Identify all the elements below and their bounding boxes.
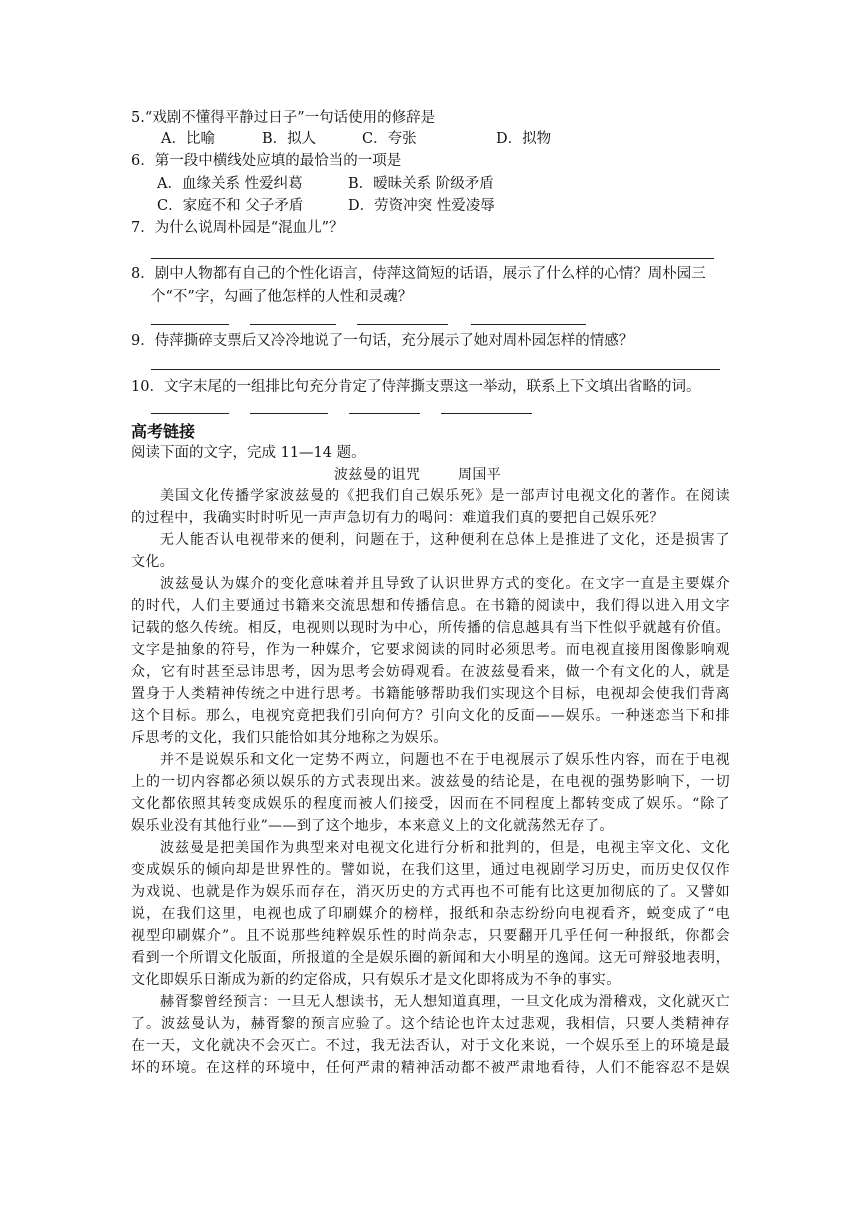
passage-line: 了。波兹曼认为，赫胥黎的预言应验了。这个结论也许太过悲观，我相信，只要人类精神存 — [131, 1016, 731, 1032]
passage-line: 娱乐业没有其他行业”——到了这个地步，本来意义上的文化就荡然无存了。 — [131, 818, 614, 834]
passage-line: 的时代，人们主要通过书籍来交流思想和传播信息。在书籍的阅读中，我们得以进入用文字 — [131, 598, 731, 614]
passage-title: 波兹曼的诅咒 — [334, 467, 421, 483]
passage-line: 赫胥黎曾经预言：一旦无人想读书，无人想知道真理，一旦文化成为滑稽戏，文化就灭亡 — [160, 994, 731, 1010]
passage-line: 斥思考的文化，我们只能恰如其分地称之为娱乐。 — [131, 730, 448, 746]
passage-line: 说，在我们这里，电视也成了印刷媒介的榜样，报纸和杂志纷纷向电视看齐，蜕变成了“电 — [131, 906, 731, 922]
passage-line: 变成娱乐的倾向却是世界性的。譬如说，在我们这里，通过电视剧学习历史，而历史仅仅作 — [131, 862, 731, 878]
question-8-line-2: 个“不”字，勾画了他怎样的人性和灵魂？ — [151, 289, 413, 305]
question-10-answer-blank-4[interactable] — [441, 413, 532, 414]
question-9-answer-line[interactable] — [151, 369, 720, 370]
passage-line: 在一天，文化就决不会灭亡。不过，我无法否认，对于文化来说，一个娱乐至上的环境是最 — [131, 1038, 731, 1054]
passage-line: 文化。 — [131, 554, 175, 570]
section-heading: 高考链接 — [131, 422, 196, 441]
passage-line: 为戏说、也就是作为娱乐而存在，消灭历史的方式再也不可能有比这更加彻底的了。又譬如 — [131, 884, 731, 900]
question-8-answer-blank-2[interactable] — [250, 324, 336, 325]
passage-line: 这个目标。那么，电视究竟把我们引向何方？引向文化的反面——娱乐。一种迷恋当下和排 — [131, 708, 731, 724]
question-5-option-a: A．比喻 — [161, 131, 215, 147]
question-8-answer-blank-4[interactable] — [471, 324, 586, 325]
passage-line: 文字是抽象的符号，作为一种媒介，它要求阅读的同时必须思考。而电视直接用图像影响观 — [131, 642, 731, 658]
question-5-option-d: D．拟物 — [496, 131, 552, 147]
question-5-option-b: B．拟人 — [262, 131, 317, 147]
question-10-answer-blank-1[interactable] — [151, 413, 229, 414]
question-10-answer-blank-3[interactable] — [349, 413, 420, 414]
passage-line: 视型印刷媒介”。且不说那些纯粹娱乐性的时尚杂志，只要翻开几乎任何一种报纸，你都会 — [131, 928, 731, 944]
question-6-stem: 6．第一段中横线处应填的最恰当的一项是 — [131, 153, 402, 169]
passage-line: 波兹曼是把美国作为典型来对电视文化进行分析和批判的，但是，电视主宰文化、文化 — [160, 840, 731, 856]
passage-line: 无人能否认电视带来的便利，问题在于，这种便利在总体上是推进了文化，还是损害了 — [160, 532, 731, 548]
passage-line: 波兹曼认为媒介的变化意味着并且导致了认识世界方式的变化。在文字一直是主要媒介 — [160, 576, 731, 592]
question-8-line-1: 8．剧中人物都有自己的个性化语言，侍萍这简短的话语，展示了什么样的心情？周朴园三 — [131, 266, 706, 282]
passage-line: 记载的悠久传统。相反，电视则以现时为中心，所传播的信息越具有当下性似乎就越有价值。 — [131, 620, 731, 636]
question-9-stem: 9．侍萍撕碎支票后又冷冷地说了一句话，充分展示了她对周朴园怎样的情感？ — [131, 333, 634, 349]
question-10-answer-blank-2[interactable] — [250, 413, 328, 414]
passage-line: 众，它有时甚至忌讳思考，因为思考会妨碍观看。在波兹曼看来，做一个有文化的人，就是 — [131, 664, 731, 680]
passage-line: 坏的环境。在这样的环境中，任何严肃的精神活动都不被严肃地看待，人们不能容忍不是娱 — [131, 1060, 731, 1076]
question-5-stem: 5.“戏剧不懂得平静过日子”一句话使用的修辞是 — [131, 110, 436, 126]
question-6-option-b: B．暧昧关系 阶级矛盾 — [348, 176, 494, 192]
question-8-answer-blank-1[interactable] — [151, 324, 229, 325]
passage-line: 文化即娱乐日渐成为新的约定俗成，只有娱乐才是文化即将成为不争的事实。 — [131, 972, 621, 988]
passage-author: 周国平 — [458, 467, 502, 483]
question-6-option-c: C．家庭不和 父子矛盾 — [157, 198, 304, 214]
question-6-option-d: D．劳资冲突 性爱凌辱 — [348, 198, 495, 214]
passage-line: 文化都依照其转变成娱乐的程度而被人们接受，因而在不同程度上都转变成了娱乐。“除了 — [131, 796, 731, 812]
question-10-stem: 10．文字末尾的一组排比句充分肯定了侍萍撕支票这一举动，联系上下文填出省略的词。 — [131, 379, 701, 395]
passage-line: 并不是说娱乐和文化一定势不两立，问题也不在于电视展示了娱乐性内容，而在于电视 — [160, 752, 731, 768]
passage-line: 美国文化传播学家波兹曼的《把我们自己娱乐死》是一部声讨电视文化的著作。在阅读 — [160, 488, 731, 504]
section-instruction: 阅读下面的文字，完成 11—14 题。 — [131, 445, 366, 461]
passage-line: 的过程中，我确实时时听见一声声急切有力的喝问：难道我们真的要把自己娱乐死？ — [131, 510, 664, 526]
question-7-stem: 7．为什么说周朴园是“混血儿”？ — [131, 220, 344, 236]
question-5-option-c: C．夸张 — [362, 131, 417, 147]
question-7-answer-line[interactable] — [151, 258, 714, 259]
passage-line: 置身于人类精神传统之中进行思考。书籍能够帮助我们实现这个目标，电视却会使我们背离 — [131, 686, 731, 702]
passage-line: 看到一个所谓文化版面，所报道的全是娱乐圈的新闻和大小明星的逸闻。这无可辩驳地表明， — [131, 950, 731, 966]
question-8-answer-blank-3[interactable] — [357, 324, 448, 325]
passage-line: 上的一切内容都必须以娱乐的方式表现出来。波兹曼的结论是，在电视的强势影响下，一切 — [131, 774, 731, 790]
question-6-option-a: A．血缘关系 性爱纠葛 — [157, 176, 303, 192]
